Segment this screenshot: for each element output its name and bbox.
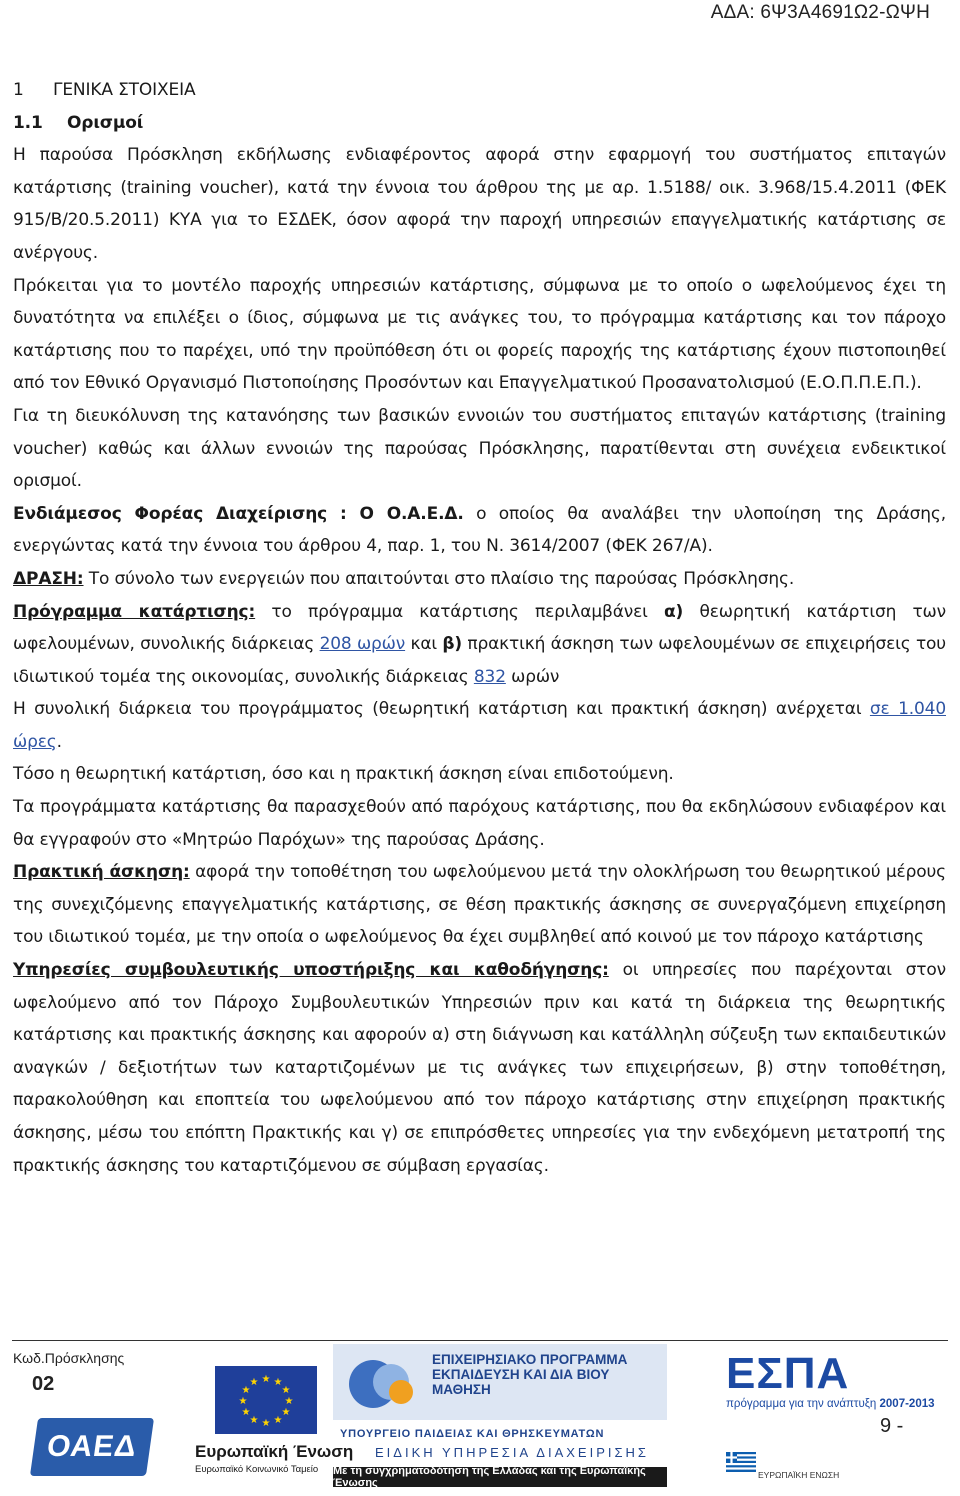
link-208-hours[interactable]: 208 ωρών [319, 634, 406, 655]
link-832-hours[interactable]: 832 [473, 666, 506, 687]
eu-subtitle: Ευρωπαϊκό Κοινωνικό Ταμείο [195, 1464, 319, 1475]
eu-flag-icon [215, 1366, 317, 1434]
subsection-title: Ορισμοί [67, 112, 144, 133]
eu-stars-icon [215, 1366, 317, 1434]
paragraph-total-duration: Η συνολική διάρκεια του προγράμματος (θεωρητική κατάρτιση και πρακτική άσκηση) ανέρχεται σε 1.040 ώρες. [13, 699, 946, 752]
paragraph-model: Πρόκειται για το μοντέλο παροχής υπηρεσιών κατάρτισης, σύμφωνα με το οποίο ο ωφελούμενος έχει τη δυνατότητα να επιλέξει ο ίδιος, σύμφωνα με τις ανάγκες του, το πρόγραμμα κατάρτισης και τον πάροχο κατάρτισης που το παρέχει, υπό την προϋπόθεση ότι οι φορείς παροχής της κατάρτισης έχουν πιστοποιηθεί από τον Εθνικό Οργανισμό Πιστοποίησης Προσόντων και Επαγγελματικού Προσανατολισμού (Ε.Ο.Π.Π.Ε.Π.). [13, 275, 946, 394]
cofinancing-banner: Με τη συγχρηματοδότηση της Ελλάδας και της Ευρωπαϊκής Ένωσης [333, 1467, 667, 1487]
svg-text:★: ★ [261, 1374, 271, 1385]
oaed-logo: ΟΑΕΔ [30, 1418, 154, 1476]
svg-text:★: ★ [273, 1415, 283, 1426]
espa-small-text: ΕΥΡΩΠΑΪΚΗ ΕΝΩΣΗ [758, 1470, 840, 1480]
svg-text:★: ★ [284, 1396, 294, 1407]
definition-intermediate-body: Ενδιάμεσος Φορέας Διαχείρισης : Ο Ο.Α.Ε.Δ. ο οποίος θα αναλάβει την υλοποίηση της Δράσης, ενεργώντας κατά την έννοια του άρθρου 4, παρ. 1, του Ν. 3614/2007 (ΦΕΚ 267/Α). [13, 503, 947, 557]
program-graphic-icon [343, 1352, 425, 1416]
definition-term: Ενδιάμεσος Φορέας Διαχείρισης : Ο Ο.Α.Ε.Δ. [13, 503, 464, 524]
service-name: ΕΙΔΙΚΗ ΥΠΗΡΕΣΙΑ ΔΙΑΧΕΙΡΙΣΗΣ [375, 1445, 649, 1460]
eu-title: Ευρωπαϊκή Ένωση [195, 1442, 354, 1461]
section-title: ΓΕΝΙΚΑ ΣΤΟΙΧΕΙΑ [53, 80, 196, 100]
definition-counseling-services: Υπηρεσίες συμβουλευτικής υποστήριξης και καθοδήγησης: οι υπηρεσίες που παρέχονται στον ωφελούμενο από τον Πάροχο Συμβουλευτικών Υπηρεσιών πριν και κατά τη διάρκεια της θεωρητικής κατάρτισης και πρακτικής άσκησης και αφορούν α) στη διάγνωση και κατάλληλη σύζευξη των εκπαιδευτικών αναγκών / δεξιοτήτων των καταρτιζομένων με τις ανάγκες των επιχειρήσεων, β) στην τοποθέτηση, παρακολούθηση και εποπτεία του ωφελούμενου από τον πάροχο κατάρτισης στην επιχείρηση πρακτικής άσκησης, μέσω του επόπτη Πρακτικής και γ) σε επιπρόσθετες υπηρεσίες για την ενδεχόμενη μετατροπή της πρακτικής άσκησης του καταρτιζόμενου σε σύμβαση εργασίας. [13, 960, 946, 1176]
definition-term: Πρακτική άσκηση: [13, 862, 190, 883]
ministry-name: ΥΠΟΥΡΓΕΙΟ ΠΑΙΔΕΙΑΣ ΚΑΙ ΘΡΗΣΚΕΥΜΑΤΩΝ [340, 1428, 605, 1440]
svg-text:★: ★ [273, 1377, 283, 1388]
paragraph-subsidy: Τόσο η θεωρητική κατάρτιση, όσο και η πρακτική άσκηση είναι επιδοτούμενη. [13, 764, 674, 785]
call-code-label: Κωδ.Πρόσκλησης [13, 1350, 125, 1366]
paragraph-intro: Η παρούσα Πρόσκληση εκδήλωσης ενδιαφέροντος αφορά στην εφαρμογή του συστήματος επιταγών κατάρτισης (training voucher), κατά την έννοια του άρθρου της με αρ. 1.5188/ οικ. 3.968/15.4.2011 (ΦΕΚ 915/Β/20.5.2011) ΚΥΑ για το ΕΣΔΕΚ, όσον αφορά την παροχή υπηρεσιών επαγγελματικής κατάρτισης σε ανέργους. [13, 145, 946, 263]
definition-term: ΔΡΑΣΗ: [13, 568, 84, 589]
espa-subtitle: πρόγραμμα για την ανάπτυξη 2007-2013 [726, 1398, 935, 1410]
definition-term: Υπηρεσίες συμβουλευτικής υποστήριξης και καθοδήγησης: [13, 960, 609, 981]
call-code-number: 02 [32, 1373, 55, 1395]
section-heading-1-1 [13, 107, 946, 140]
definition-term: Πρόγραμμα κατάρτισης: [13, 601, 256, 622]
section-number: 1 [13, 80, 24, 100]
link-total-hours[interactable]: σε 1.040 ώρες [13, 699, 946, 752]
ada-code: ΑΔΑ: 6Ψ3Α4691Ω2-ΩΨΗ [710, 2, 930, 23]
svg-text:★: ★ [261, 1418, 271, 1429]
definition-action: ΔΡΑΣΗ: Το σύνολο των ενεργειών που απαιτούνται στο πλαίσιο της παρούσας Πρόσκλησης. [13, 568, 795, 589]
espa-logo: ΕΣΠΑ [726, 1349, 850, 1398]
svg-text:★: ★ [249, 1377, 259, 1388]
svg-text:★: ★ [241, 1385, 251, 1396]
page-number: 9 - [880, 1415, 904, 1437]
definition-practical-training: Πρακτική άσκηση: αφορά την τοποθέτηση του ωφελούμενου μετά την ολοκλήρωση του θεωρητικού μέρους της συνεχιζόμενης επαγγελματικής κατάρτισης, σε θέση πρακτικής άσκησης σε συνεργαζόμενη επιχείρηση του ιδιωτικού τομέα, με την οποία ο ωφελούμενος θα έχει συμβληθεί από κοινού με τον πάροχο κατάρτισης [13, 862, 946, 948]
svg-text:★: ★ [241, 1407, 251, 1418]
section-heading-1 [13, 74, 946, 107]
program-title: ΕΠΙΧΕΙΡΗΣΙΑΚΟ ΠΡΟΓΡΑΜΜΑ ΕΚΠΑΙΔΕΥΣΗ ΚΑΙ ΔΙΑ ΒΙΟΥ ΜΑΘΗΣΗ [432, 1352, 628, 1397]
footer-divider [12, 1340, 948, 1341]
document-body [13, 74, 946, 1182]
svg-text:★: ★ [238, 1396, 248, 1407]
paragraph-providers: Τα προγράμματα κατάρτισης θα παρασχεθούν από παρόχους κατάρτισης, που θα εκδηλώσουν ενδιαφέρον και θα εγγραφούν στο «Μητρώο Παρόχων» της παρούσας Δράσης. [13, 797, 946, 850]
svg-text:★: ★ [281, 1385, 291, 1396]
definition-training-program: Πρόγραμμα κατάρτισης: το πρόγραμμα κατάρτισης περιλαμβάνει α) θεωρητική κατάρτιση των ωφελουμένων, συνολικής διάρκειας 208 ωρών και β) πρακτική άσκηση των ωφελουμένων σε επιχειρήσεις του ιδιωτικού τομέα της οικονομίας, συνολικής διάρκειας 832 ωρών [13, 601, 946, 687]
svg-text:★: ★ [281, 1407, 291, 1418]
subsection-number: 1.1 [13, 112, 43, 133]
paragraph-definitions-intro: Για τη διευκόλυνση της κατανόησης των βασικών εννοιών του συστήματος επιταγών κατάρτισης (training voucher) καθώς και άλλων εννοιών της παρούσας Πρόσκλησης, παρατίθενται στη συνέχεια ενδεικτικοί ορισμοί. [13, 405, 946, 492]
svg-text:★: ★ [249, 1415, 259, 1426]
